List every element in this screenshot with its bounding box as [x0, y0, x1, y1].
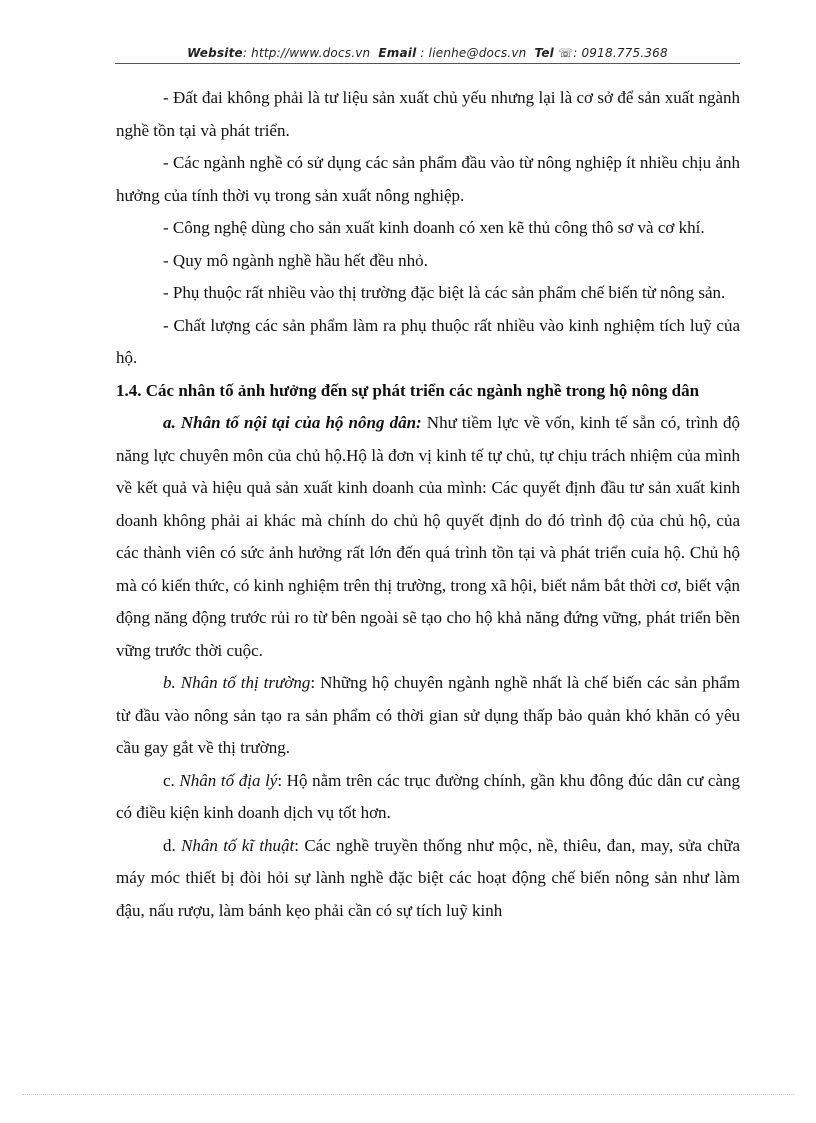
paragraph-seasonality: - Các ngành nghề có sử dụng các sản phẩm đầu vào từ nông nghiệp ít nhiều chịu ảnh hưởng của tính thời vụ trong sản xuất nông nghiệp.	[116, 153, 740, 205]
paragraph-market-dependence: - Phụ thuộc rất nhiều vào thị trường đặc biệt là các sản phẩm chế biến từ nông sản.	[163, 283, 726, 302]
email-label: Email	[378, 46, 417, 60]
factor-technical-prefix: d.	[163, 835, 182, 855]
paragraph-factor-geography	[116, 765, 740, 830]
factor-market-prefix: b.	[163, 673, 181, 692]
factor-technical-title: Nhân tố kĩ thuật	[181, 835, 295, 855]
factor-geography-title: Nhân tố địa lý	[179, 770, 278, 790]
paragraph-factor-market	[116, 667, 740, 765]
website-value: : http://www.docs.vn	[242, 46, 371, 60]
paragraph-technology: - Công nghệ dùng cho sản xuất kinh doanh có xen kẽ thủ công thô sơ và cơ khí.	[163, 218, 705, 237]
phone-icon: ☏	[558, 46, 574, 60]
paragraph-scale: - Quy mô ngành nghề hầu hết đều nhỏ.	[163, 250, 428, 270]
factor-geography-text: : Hộ nằm trên các trục đường chính, gần khu đông đúc dân cư càng có điều kiện kinh doanh dịch vụ tốt hơn.	[116, 770, 740, 822]
factor-geography-prefix: c.	[163, 770, 180, 790]
tel-value: : 0918.775.368	[573, 46, 668, 60]
factor-internal-text: Như tiềm lực về vốn, kinh tế sẵn có, trình độ năng lực chuyên môn của chủ hộ.Hộ là đơn vị kinh tế tự chủ, tự chịu trách nhiệm của mình về kết quả và hiệu quả sản xuất kinh doanh của mình: Các quyết định đầu tư sản xuất kinh doanh không phải ai khác mà chính do chủ hộ quyết định do đó trình độ của chủ hộ, của các thành viên có sức ảnh hưởng rất lớn đến quá trình tồn tại và phát triển cuỉa hộ. Chủ hộ mà có kiến thức, có kinh nghiệm trên thị trường, trong xã hội, biết nắm bắt thời cơ, biết vận động năng động trước rủi ro từ bên ngoài sẽ tạo cho hộ khả năng đứng vững, phát triển bền vững trước thời cuộc.	[116, 413, 740, 660]
factor-internal-title: a. Nhân tố nội tại của hộ nông dân:	[163, 413, 422, 432]
paragraph-land: - Đất đai không phải là tư liệu sản xuất chủ yếu nhưng lại là cơ sở để sản xuất ngành nghề tồn tại và phát triển.	[116, 88, 740, 140]
website-label: Website	[187, 46, 243, 60]
email-value: : lienhe@docs.vn	[420, 46, 527, 60]
section-heading: 1.4. Các nhân tố ảnh hưởng đến sự phát triển các ngành nghề trong hộ nông dân	[116, 380, 700, 400]
factor-market-title: Nhân tố thị trường	[180, 673, 311, 692]
factor-market-text: : Những hộ chuyên ngành nghề nhất là chế biến các sản phẩm từ đầu vào nông sản tạo ra sản phẩm có thời gian sử dụng thấp bảo quản khó khăn có yêu cầu gay gắt về thị trường.	[116, 673, 740, 757]
header-divider	[115, 63, 740, 64]
document-body	[116, 82, 740, 927]
paragraph-quality: - Chất lượng các sản phẩm làm ra phụ thuộc rất nhiều vào kinh nghiệm tích luỹ của hộ.	[116, 315, 740, 367]
footer-divider	[22, 1094, 794, 1095]
paragraph-factor-internal	[116, 407, 740, 667]
tel-label: Tel	[534, 46, 554, 60]
factor-technical-text: : Các nghề truyền thống như mộc, nề, thiêu, đan, may, sửa chữa máy móc thiết bị đòi hỏi sự lành nghề đặc biệt các hoạt động chế biến nông sản như làm đậu, nấu rượu, làm bánh kẹo phải cần có sự tích luỹ kinh	[116, 835, 741, 920]
paragraph-factor-technical	[116, 830, 740, 928]
page-header	[115, 46, 740, 60]
